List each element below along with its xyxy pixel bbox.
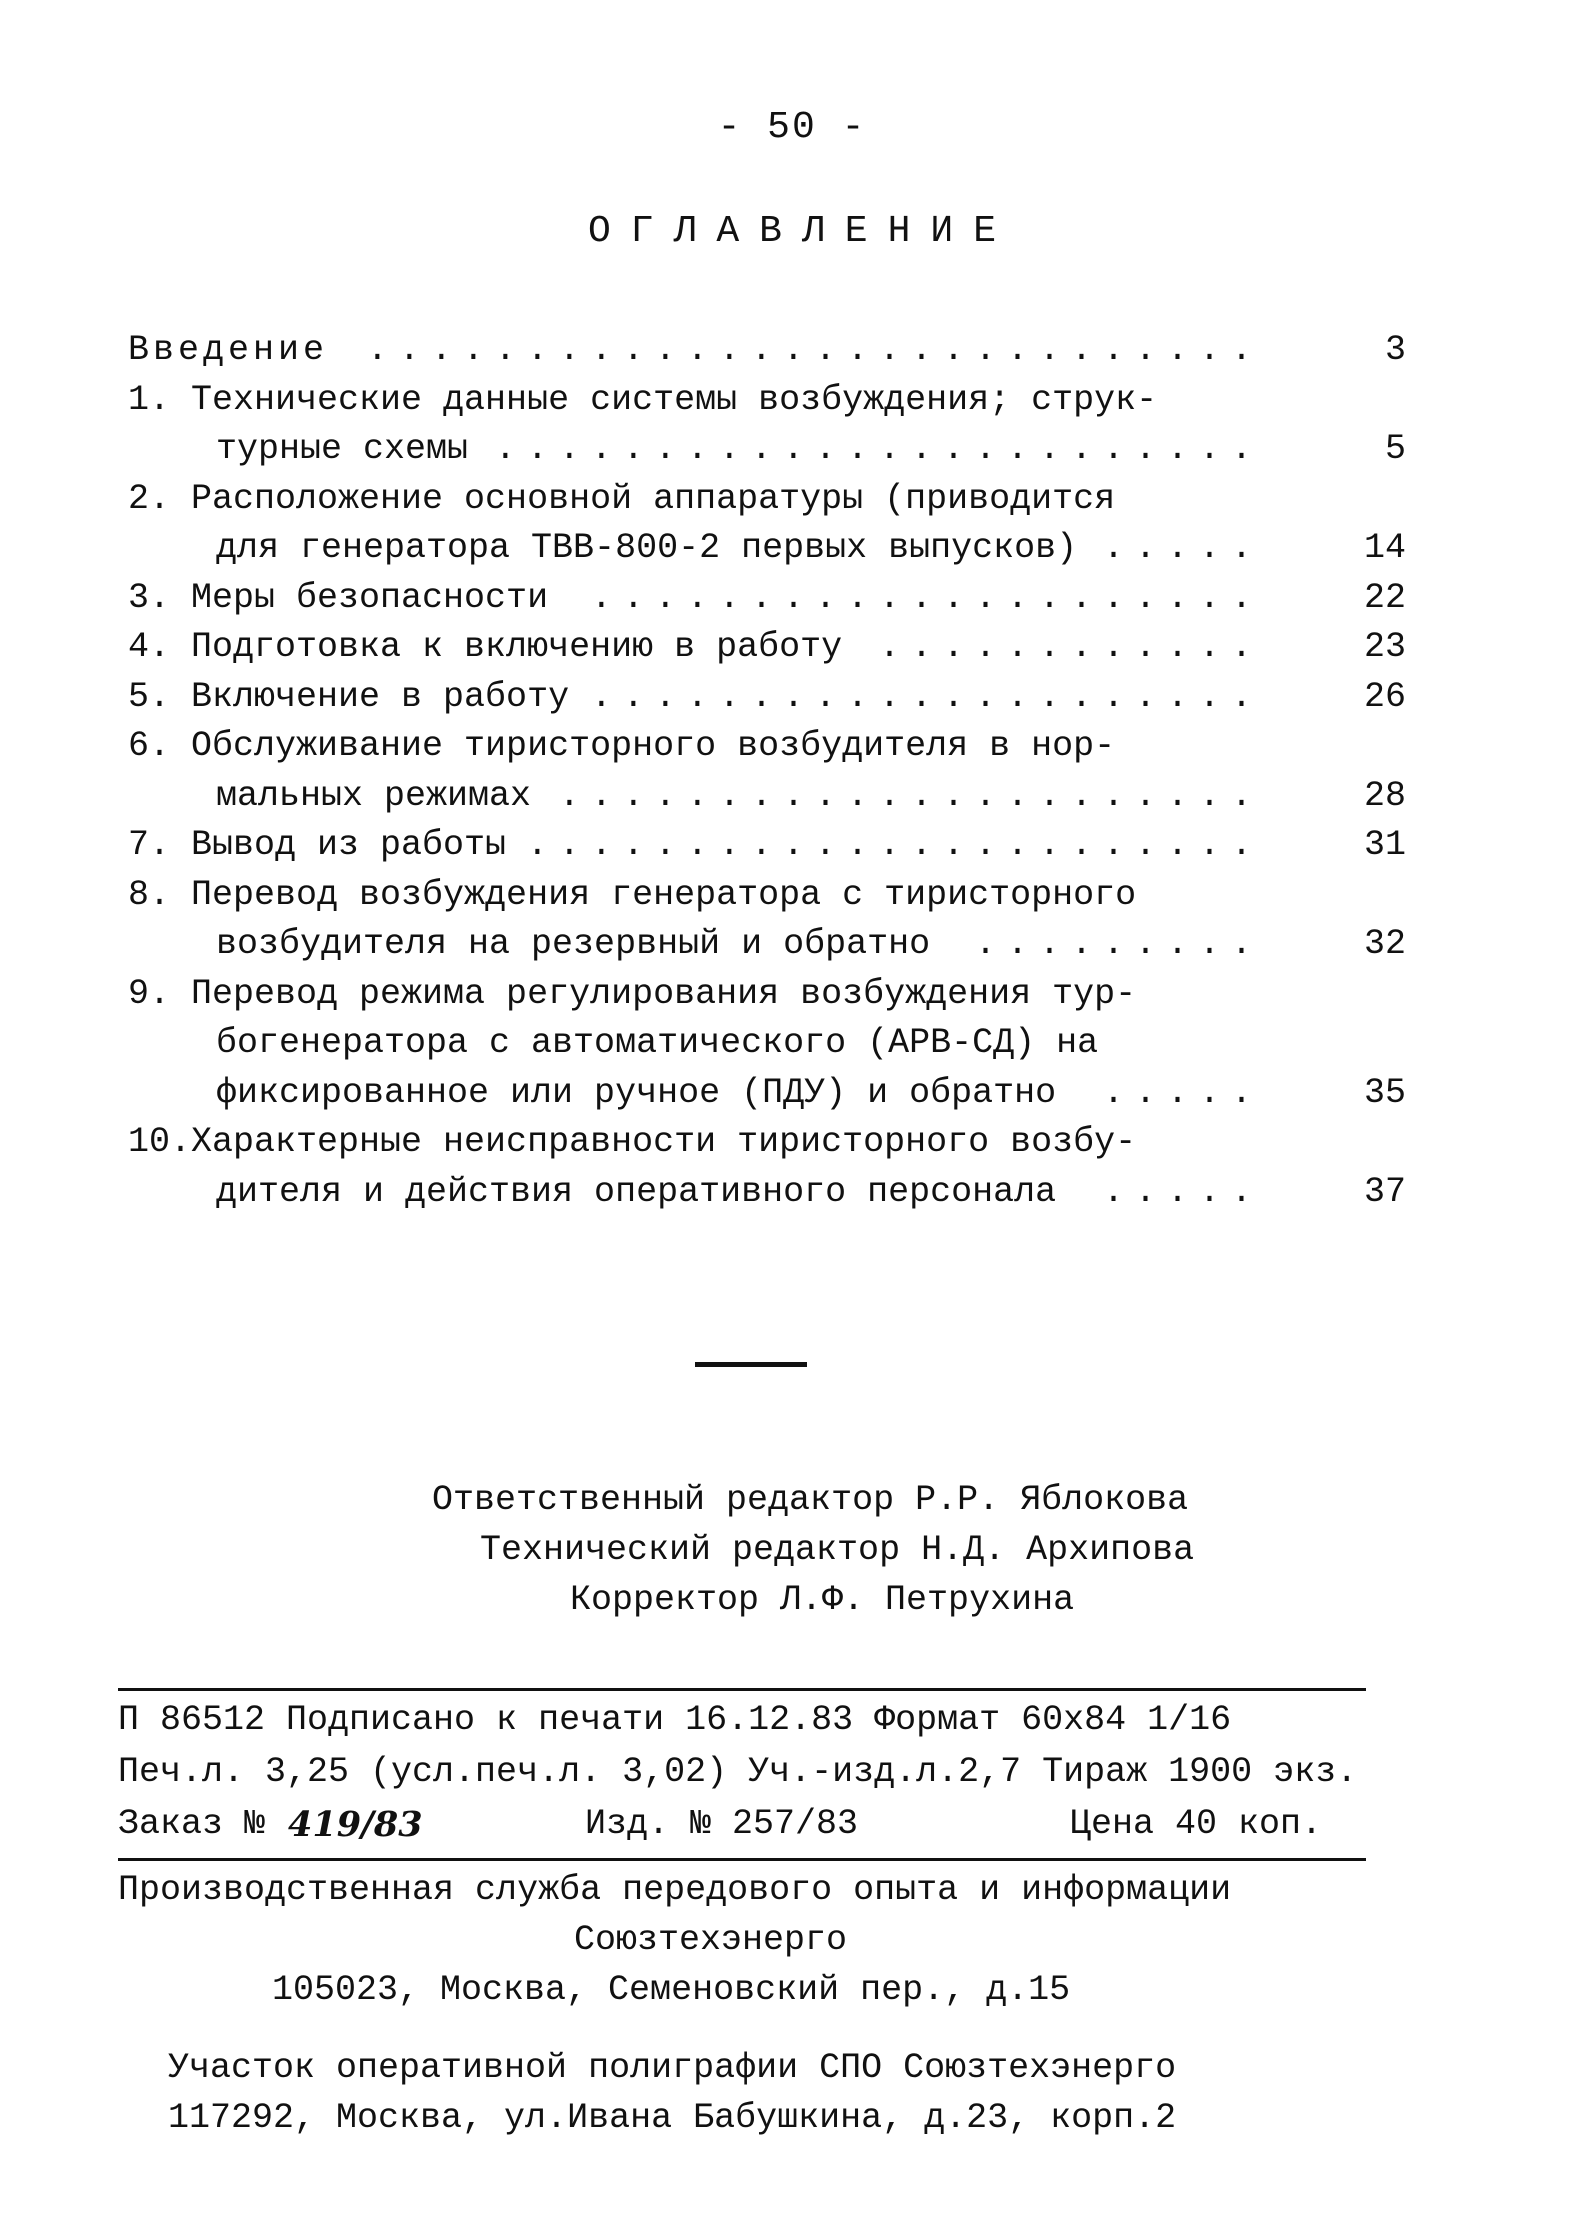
toc-line <box>128 772 1418 822</box>
toc-line <box>128 425 1418 475</box>
technical-editor: Технический редактор Н.Д. Архипова <box>480 1530 1195 1570</box>
toc-entry-text: 7. Вывод из работы <box>128 825 507 865</box>
imprint-line-2: Печ.л. 3,25 (усл.печ.л. 3,02) Уч.-изд.л.2,7 Тираж 1900 экз. <box>118 1752 1358 1792</box>
toc-line <box>128 970 1418 1020</box>
toc-leader-dots: ..................... <box>590 577 1263 618</box>
toc-page-number: 37 <box>1363 1171 1406 1212</box>
toc-entry-text: богенератора с автоматического (АРВ-СД) на <box>216 1023 1099 1063</box>
toc-page-number: 26 <box>1363 676 1406 717</box>
toc-line <box>128 1069 1418 1119</box>
publisher-address: 105023, Москва, Семеновский пер., д.15 <box>272 1970 1071 2010</box>
toc-line <box>128 326 1418 376</box>
toc-entry-text: 5. Включение в работу <box>128 676 570 717</box>
responsible-editor: Ответственный редактор Р.Р. Яблокова <box>432 1480 1189 1520</box>
toc-line <box>128 623 1418 673</box>
edition-number: Изд. № 257/83 <box>585 1804 859 1844</box>
toc-line <box>128 673 1418 723</box>
toc-heading: ОГЛАВЛЕНИЕ <box>587 210 1017 253</box>
printer-address: 117292, Москва, ул.Ивана Бабушкина, д.23, корп.2 <box>168 2098 1177 2138</box>
toc-page-number: 35 <box>1363 1072 1406 1113</box>
toc-leader-dots: ......... <box>974 924 1263 964</box>
imprint-line-1: П 86512 Подписано к печати 16.12.83 Формат 60х84 1/16 <box>118 1700 1232 1740</box>
toc-entry-text: 8. Перевод возбуждения генератора с тиристорного <box>128 874 1137 915</box>
toc-line <box>128 376 1418 426</box>
toc-leader-dots: ..... <box>1102 1171 1263 1212</box>
toc-entry-text: турные схемы <box>216 429 469 469</box>
printer-name: Участок оперативной полиграфии СПО Союзтехэнерго <box>168 2048 1177 2088</box>
toc-entry-text: 4. Подготовка к включению в работу <box>128 627 843 667</box>
toc-entry-text: для генератора ТВВ-800-2 первых выпусков) <box>216 528 1078 568</box>
toc-line <box>128 1118 1418 1168</box>
toc-entry-text: 2. Расположение основной аппаратуры (приводится <box>128 478 1116 519</box>
toc-entry-text: 10.Характерные неисправности тиристорного возбу- <box>128 1122 1137 1162</box>
toc-page-number: 23 <box>1363 627 1406 667</box>
toc-leader-dots: ...................... <box>558 775 1263 816</box>
toc-leader-dots: ..... <box>1102 528 1263 568</box>
toc-line <box>128 574 1418 624</box>
toc-line <box>128 920 1418 970</box>
toc-page-number: 28 <box>1363 775 1406 816</box>
toc-page-number: 31 <box>1363 825 1406 865</box>
corrector: Корректор Л.Ф. Петрухина <box>570 1580 1075 1620</box>
toc-leader-dots: ............ <box>878 627 1263 667</box>
toc-entry-text: фиксированное или ручное (ПДУ) и обратно <box>216 1072 1057 1113</box>
toc-page-number: 22 <box>1363 577 1406 618</box>
order-label: Заказ № <box>118 1804 266 1844</box>
toc-entry-text: возбудителя на резервный и обратно <box>216 924 931 964</box>
toc-line <box>128 475 1418 525</box>
toc-entry-text: 6. Обслуживание тиристорного возбудителя в нор- <box>128 726 1116 766</box>
publisher-org: Союзтехэнерго <box>574 1920 848 1960</box>
toc-leader-dots: ........................ <box>494 429 1263 469</box>
toc-entry-text: мальных режимах <box>216 775 532 816</box>
toc-line <box>128 722 1418 772</box>
toc-line <box>128 821 1418 871</box>
toc-leader-dots: ..... <box>1102 1072 1263 1113</box>
toc-line <box>128 524 1418 574</box>
order-number: 419/83 <box>288 1804 423 1845</box>
toc-entry-text: дителя и действия оперативного персонала <box>216 1171 1057 1212</box>
table-of-contents <box>128 326 1418 1217</box>
toc-entry-text: 3. Меры безопасности <box>128 577 549 618</box>
toc-page-number: 5 <box>1384 429 1406 469</box>
toc-leader-dots: ..................... <box>590 676 1263 717</box>
toc-entry-text: 1. Технические данные системы возбуждения; струк- <box>128 379 1158 420</box>
toc-line <box>128 1019 1418 1069</box>
toc-page-number: 14 <box>1363 528 1406 568</box>
toc-page-number: 3 <box>1384 330 1406 370</box>
imprint-top-rule <box>118 1688 1366 1691</box>
toc-line <box>128 1168 1418 1218</box>
price: Цена 40 коп. <box>1070 1804 1323 1844</box>
separator-line <box>695 1362 807 1367</box>
publisher-name: Производственная служба передового опыта и информации <box>118 1870 1232 1910</box>
toc-leader-dots: ....................... <box>526 825 1263 865</box>
toc-entry-text: 9. Перевод режима регулирования возбуждения тур- <box>128 973 1137 1014</box>
toc-line <box>128 871 1418 921</box>
imprint-bottom-rule <box>118 1858 1366 1861</box>
toc-page-number: 32 <box>1363 924 1406 964</box>
page-number: - 50 - <box>717 106 867 149</box>
toc-entry-text: Введение <box>128 330 329 370</box>
toc-leader-dots: ............................ <box>366 330 1263 370</box>
